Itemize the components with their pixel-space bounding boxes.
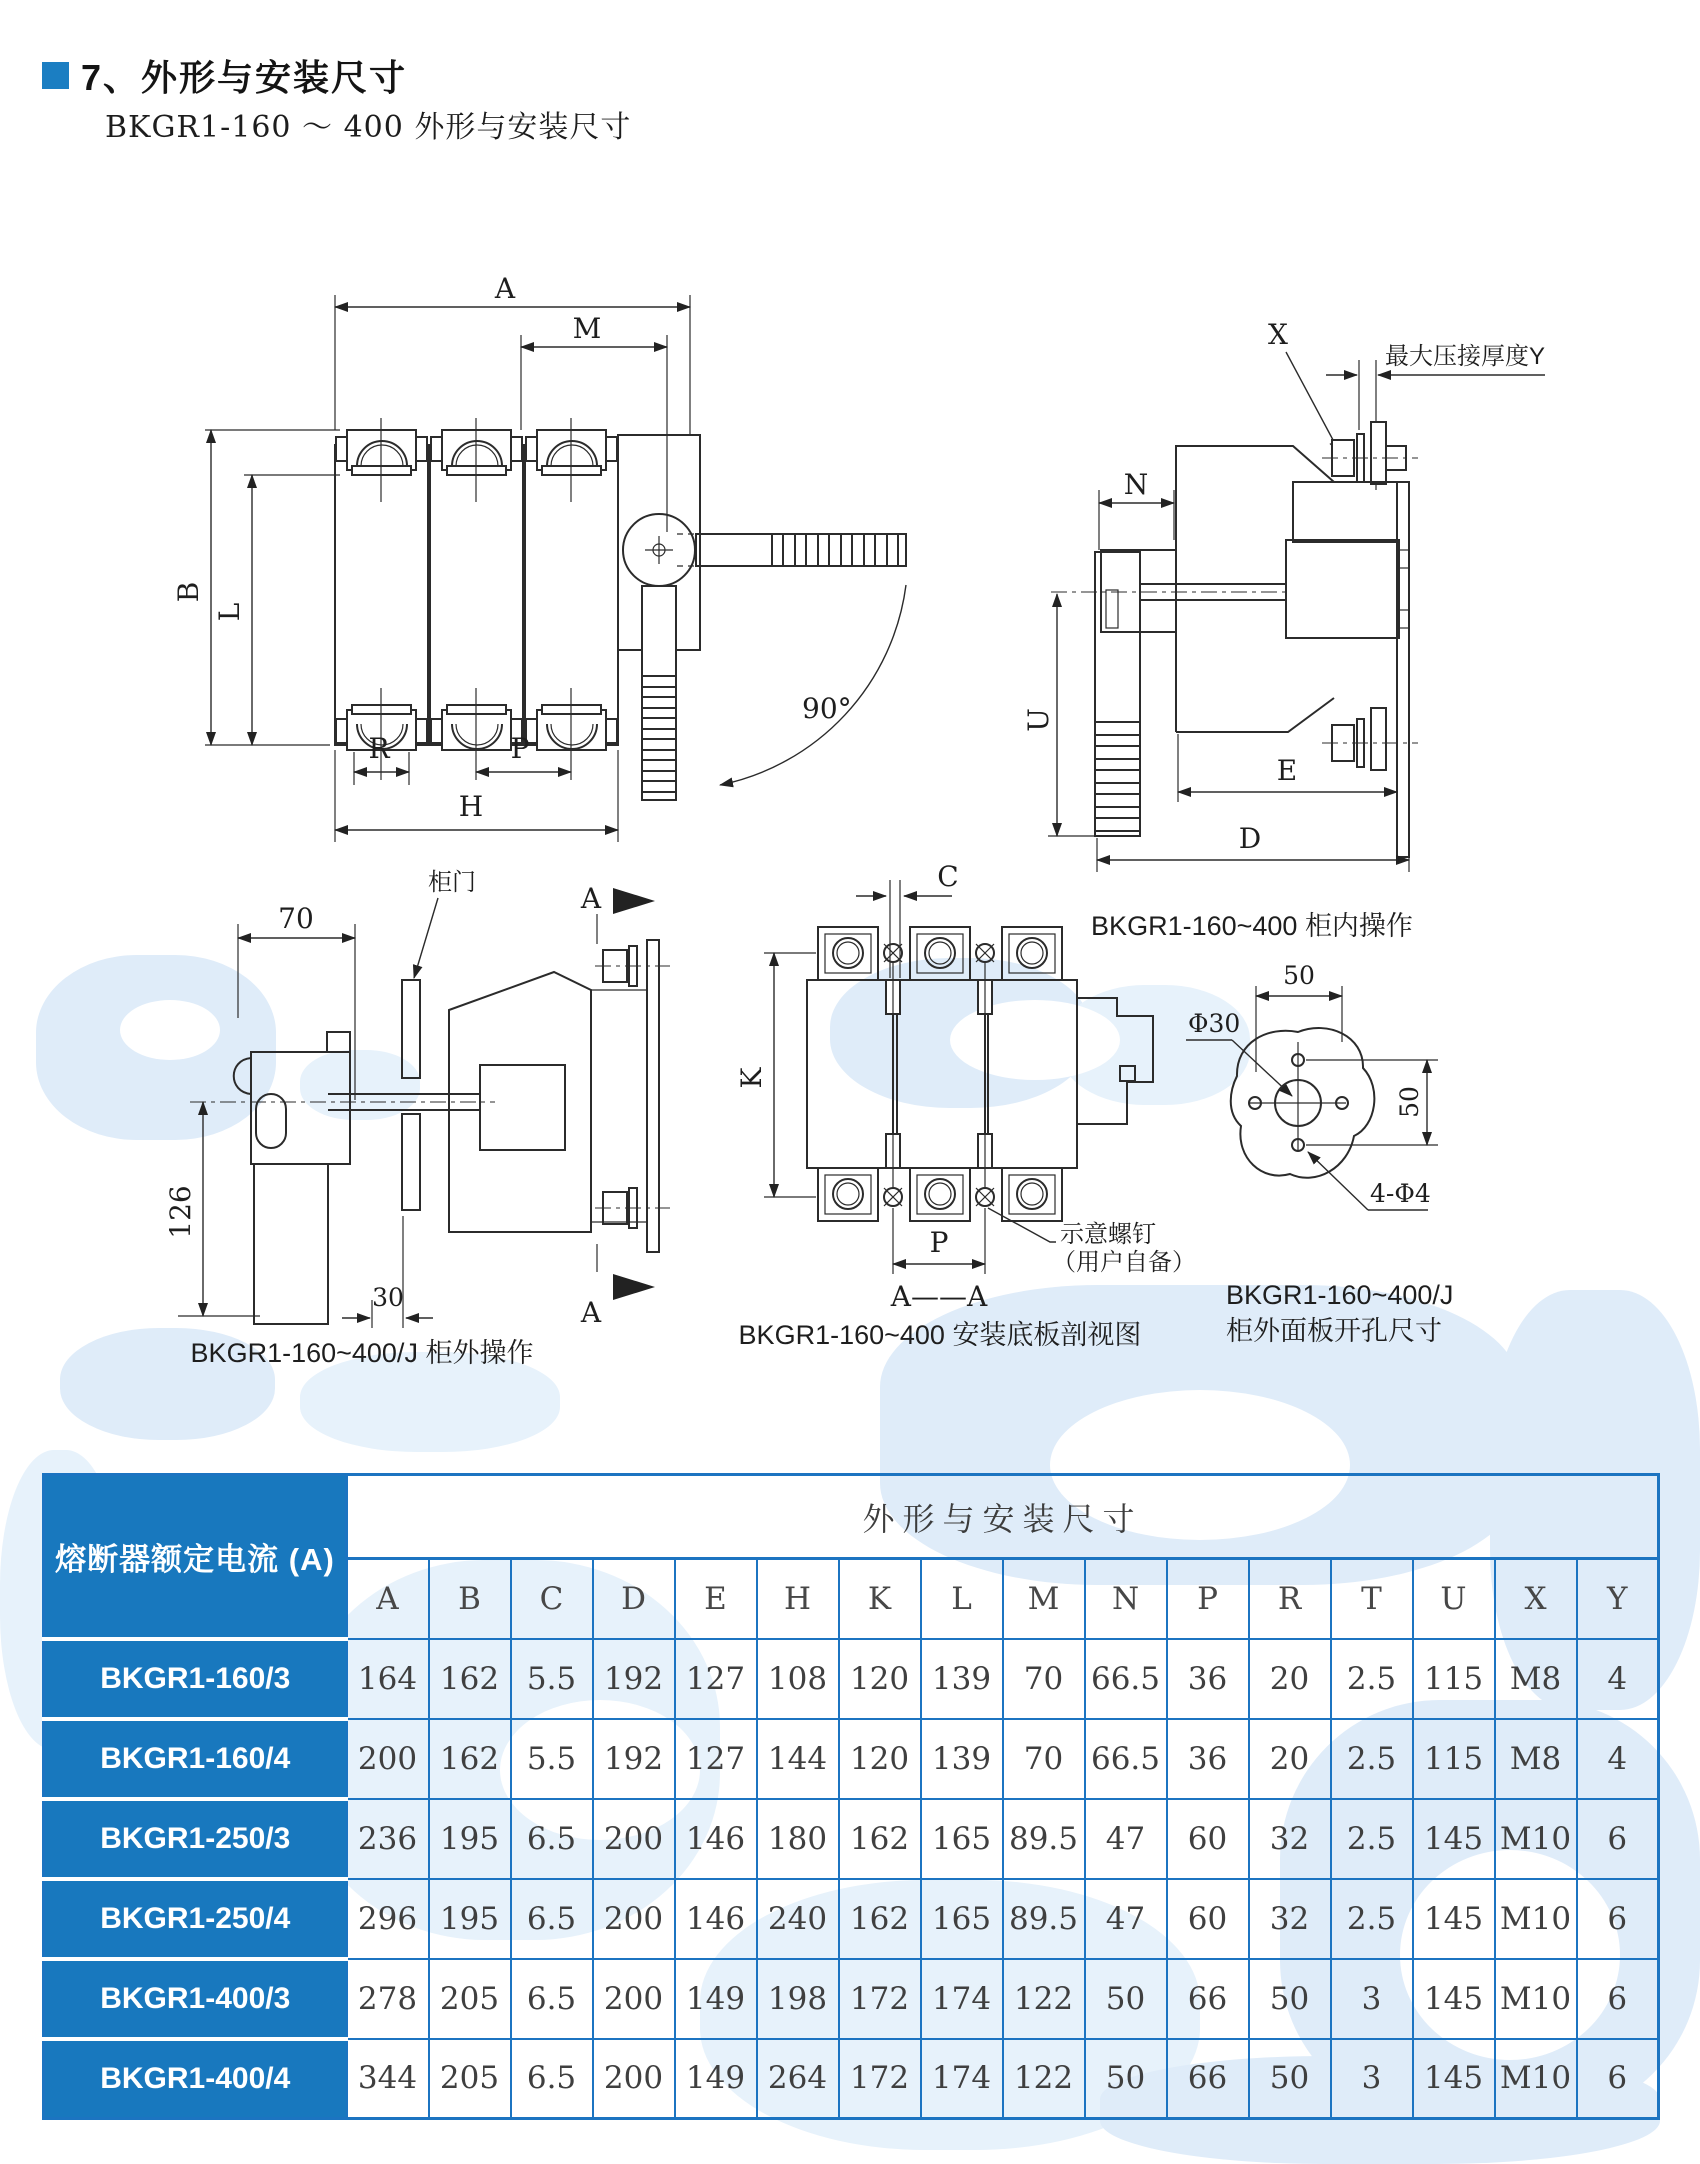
dim-value-cell: 205 <box>429 1959 511 2039</box>
table-row <box>44 1959 1659 2039</box>
col-header-T: T <box>1331 1559 1413 1639</box>
dim-value-cell: 174 <box>921 2039 1003 2119</box>
panel-cutout-caption-1: BKGR1-160~400/J <box>1226 1280 1454 1310</box>
dim-value-cell: 2.5 <box>1331 1879 1413 1959</box>
dim-value-cell: 165 <box>921 1799 1003 1879</box>
col-header-M: M <box>1003 1559 1085 1639</box>
section-title-row <box>42 50 407 101</box>
dim-value-cell: 60 <box>1167 1799 1249 1879</box>
section-a-bottom: A <box>580 1296 602 1329</box>
dim-value-cell: 20 <box>1249 1639 1331 1719</box>
col-header-A: A <box>347 1559 429 1639</box>
dim-label-a: A <box>494 272 516 305</box>
dim-value-cell: 6.5 <box>511 1959 593 2039</box>
dim-value-cell: 200 <box>347 1719 429 1799</box>
inside-mechanism <box>449 940 670 1252</box>
base-plate-drawing <box>700 850 1200 1370</box>
dim-value-cell: M10 <box>1495 1959 1577 2039</box>
dim-value-cell: 6 <box>1577 1959 1659 2039</box>
dim-label-l: L <box>213 602 246 622</box>
dim-value-cell: 32 <box>1249 1879 1331 1959</box>
dim-value-cell: 6.5 <box>511 1879 593 1959</box>
section-bullet-icon <box>42 62 69 89</box>
dim-label-m: M <box>572 312 602 345</box>
external-handle <box>234 1032 350 1324</box>
dim-value-cell: 172 <box>839 1959 921 2039</box>
dim-value-cell: 70 <box>1003 1639 1085 1719</box>
table-row <box>44 1719 1659 1799</box>
dim-value-cell: 2.5 <box>1331 1639 1413 1719</box>
model-cell: BKGR1-160/3 <box>44 1639 347 1719</box>
dim-value-cell: 146 <box>675 1879 757 1959</box>
page-subtitle: BKGR1-160 ～ 400 外形与安装尺寸 <box>105 110 632 145</box>
dim-label-h: H <box>458 790 484 823</box>
dim-value-cell: 149 <box>675 1959 757 2039</box>
dim-value-cell: 236 <box>347 1799 429 1879</box>
dim-value-cell: 145 <box>1413 2039 1495 2119</box>
panel-cutout-caption-2: 柜外面板开孔尺寸 <box>1226 1316 1442 1346</box>
dim-value-cell: 162 <box>429 1639 511 1719</box>
dim-value-cell: 32 <box>1249 1799 1331 1879</box>
operating-mechanism <box>618 435 906 800</box>
dim-value-cell: 344 <box>347 2039 429 2119</box>
dim-value-cell: 6.5 <box>511 1799 593 1879</box>
dim-value-cell: 296 <box>347 1879 429 1959</box>
dim-value-cell: 165 <box>921 1879 1003 1959</box>
dim-label-70: 70 <box>278 902 314 935</box>
col-header-E: E <box>675 1559 757 1639</box>
dim-value-cell: 108 <box>757 1639 839 1719</box>
model-cell: BKGR1-400/3 <box>44 1959 347 2039</box>
dim-value-cell: 200 <box>593 2039 675 2119</box>
dim-value-cell: 50 <box>1249 1959 1331 2039</box>
dim-value-cell: 278 <box>347 1959 429 2039</box>
max-thickness-label: 最大压接厚度Y <box>1384 343 1545 370</box>
dim-label-u: U <box>1022 708 1055 732</box>
dim-label-k: K <box>735 1067 768 1089</box>
dim-value-cell: 139 <box>921 1719 1003 1799</box>
dim-value-cell: 198 <box>757 1959 839 2039</box>
dim-value-cell: 127 <box>675 1719 757 1799</box>
dim-value-cell: 89.5 <box>1003 1799 1085 1879</box>
dim-value-cell: 205 <box>429 2039 511 2119</box>
dim-label-r: R <box>368 732 390 765</box>
dim-value-cell: 144 <box>757 1719 839 1799</box>
dim-value-cell: 200 <box>593 1879 675 1959</box>
table-row <box>44 2039 1659 2119</box>
model-cell: BKGR1-250/4 <box>44 1879 347 1959</box>
dim-value-cell: 200 <box>593 1959 675 2039</box>
dim-value-cell: 264 <box>757 2039 839 2119</box>
cabinet-outside-drawing <box>150 860 720 1375</box>
holes-label: 4-Φ4 <box>1370 1179 1431 1208</box>
col-header-Y: Y <box>1577 1559 1659 1639</box>
dim-value-cell: 162 <box>429 1719 511 1799</box>
dim-value-cell: 66 <box>1167 1959 1249 2039</box>
dim-value-cell: 192 <box>593 1639 675 1719</box>
dim-value-cell: 4 <box>1577 1639 1659 1719</box>
dim-label-50-right: 50 <box>1395 1086 1424 1118</box>
col-header-D: D <box>593 1559 675 1639</box>
dim-value-cell: 50 <box>1085 2039 1167 2119</box>
col-header-P: P <box>1167 1559 1249 1639</box>
dim-label-b: B <box>172 581 205 603</box>
dim-value-cell: 122 <box>1003 2039 1085 2119</box>
dim-value-cell: 36 <box>1167 1719 1249 1799</box>
dim-value-cell: M10 <box>1495 2039 1577 2119</box>
table-row <box>44 1639 1659 1719</box>
fuse-poles <box>335 418 618 780</box>
dim-value-cell: 145 <box>1413 1959 1495 2039</box>
dim-value-cell: 2.5 <box>1331 1719 1413 1799</box>
col-header-U: U <box>1413 1559 1495 1639</box>
model-cell: BKGR1-160/4 <box>44 1719 347 1799</box>
dim-value-cell: 200 <box>593 1799 675 1879</box>
angle-label: 90° <box>802 692 852 725</box>
dim-label-d: D <box>1238 822 1262 855</box>
dim-value-cell: 6 <box>1577 2039 1659 2119</box>
dim-value-cell: 192 <box>593 1719 675 1799</box>
dim-value-cell: 164 <box>347 1639 429 1719</box>
dim-value-cell: 36 <box>1167 1639 1249 1719</box>
dim-value-cell: 5.5 <box>511 1719 593 1799</box>
dim-value-cell: 5.5 <box>511 1639 593 1719</box>
dimension-table <box>42 1473 1660 2120</box>
dim-value-cell: 4 <box>1577 1719 1659 1799</box>
dim-value-cell: 172 <box>839 2039 921 2119</box>
dim-value-cell: 115 <box>1413 1719 1495 1799</box>
table-row <box>44 1879 1659 1959</box>
dim-value-cell: M10 <box>1495 1799 1577 1879</box>
dim-value-cell: 195 <box>429 1879 511 1959</box>
dim-value-cell: 6 <box>1577 1799 1659 1879</box>
dim-value-cell: 145 <box>1413 1799 1495 1879</box>
dim-value-cell: 60 <box>1167 1879 1249 1959</box>
dim-label-p: P <box>510 732 530 765</box>
dim-value-cell: 47 <box>1085 1799 1167 1879</box>
dim-value-cell: 195 <box>429 1799 511 1879</box>
dim-value-cell: 174 <box>921 1959 1003 2039</box>
dim-value-cell: 3 <box>1331 1959 1413 2039</box>
top-terminals <box>818 927 1062 980</box>
dia-30-label: Φ30 <box>1188 1009 1241 1038</box>
dim-value-cell: 89.5 <box>1003 1879 1085 1959</box>
dim-label-50-top: 50 <box>1283 961 1315 990</box>
screw-note-1: 示意螺钉 <box>1060 1221 1156 1248</box>
dim-label-n: N <box>1123 468 1149 501</box>
table-row <box>44 1799 1659 1879</box>
cabinet-outside-caption: BKGR1-160~400/J 柜外操作 <box>190 1338 534 1368</box>
dim-value-cell: 145 <box>1413 1879 1495 1959</box>
dim-value-cell: 240 <box>757 1879 839 1959</box>
col-header-N: N <box>1085 1559 1167 1639</box>
table-group-header: 外形与安装尺寸 <box>347 1475 1659 1559</box>
col-header-L: L <box>921 1559 1003 1639</box>
col-header-K: K <box>839 1559 921 1639</box>
dim-value-cell: 50 <box>1085 1959 1167 2039</box>
page-title: 7、外形与安装尺寸 <box>81 57 408 98</box>
door-label: 柜门 <box>428 869 476 896</box>
col-header-X: X <box>1495 1559 1577 1639</box>
dim-value-cell: 70 <box>1003 1719 1085 1799</box>
dim-value-cell: 162 <box>839 1879 921 1959</box>
dim-value-cell: M8 <box>1495 1719 1577 1799</box>
dim-label-x: X <box>1268 318 1288 351</box>
dim-value-cell: 127 <box>675 1639 757 1719</box>
dim-value-cell: 180 <box>757 1799 839 1879</box>
dim-value-cell: 50 <box>1249 2039 1331 2119</box>
col-header-B: B <box>429 1559 511 1639</box>
model-cell: BKGR1-400/4 <box>44 2039 347 2119</box>
dim-label-30: 30 <box>372 1283 404 1312</box>
front-view-drawing <box>172 240 925 850</box>
dim-value-cell: 47 <box>1085 1879 1167 1959</box>
dim-value-cell: M8 <box>1495 1639 1577 1719</box>
dim-value-cell: 66.5 <box>1085 1719 1167 1799</box>
dim-value-cell: M10 <box>1495 1879 1577 1959</box>
model-cell: BKGR1-250/3 <box>44 1799 347 1879</box>
dim-value-cell: 66 <box>1167 2039 1249 2119</box>
col-header-R: R <box>1249 1559 1331 1639</box>
base-plate-caption: BKGR1-160~400 安装底板剖视图 <box>738 1320 1142 1350</box>
dim-value-cell: 162 <box>839 1799 921 1879</box>
dim-value-cell: 3 <box>1331 2039 1413 2119</box>
dim-value-cell: 6 <box>1577 1879 1659 1959</box>
col-header-H: H <box>757 1559 839 1639</box>
dim-value-cell: 6.5 <box>511 2039 593 2119</box>
screw-note-2: （用户自备） <box>1052 1249 1196 1276</box>
cabinet-inside-caption: BKGR1-160~400 柜内操作 <box>1091 911 1413 941</box>
dim-value-cell: 149 <box>675 2039 757 2119</box>
dim-label-p2: P <box>929 1226 949 1259</box>
table-corner-header: 熔断器额定电流 (A) <box>44 1475 347 1639</box>
dim-label-e: E <box>1276 754 1298 787</box>
dim-value-cell: 120 <box>839 1719 921 1799</box>
section-a-top: A <box>580 882 602 915</box>
dim-label-126: 126 <box>164 1185 197 1239</box>
col-header-C: C <box>511 1559 593 1639</box>
dim-value-cell: 2.5 <box>1331 1799 1413 1879</box>
dim-value-cell: 146 <box>675 1799 757 1879</box>
dim-value-cell: 122 <box>1003 1959 1085 2039</box>
dim-value-cell: 20 <box>1249 1719 1331 1799</box>
dim-label-c: C <box>937 860 959 893</box>
bottom-terminals <box>818 1168 1062 1221</box>
panel-cutout-drawing <box>1180 930 1640 1360</box>
dim-value-cell: 139 <box>921 1639 1003 1719</box>
section-label: A——A <box>890 1280 988 1313</box>
dim-value-cell: 120 <box>839 1639 921 1719</box>
dim-value-cell: 115 <box>1413 1639 1495 1719</box>
dim-value-cell: 66.5 <box>1085 1639 1167 1719</box>
